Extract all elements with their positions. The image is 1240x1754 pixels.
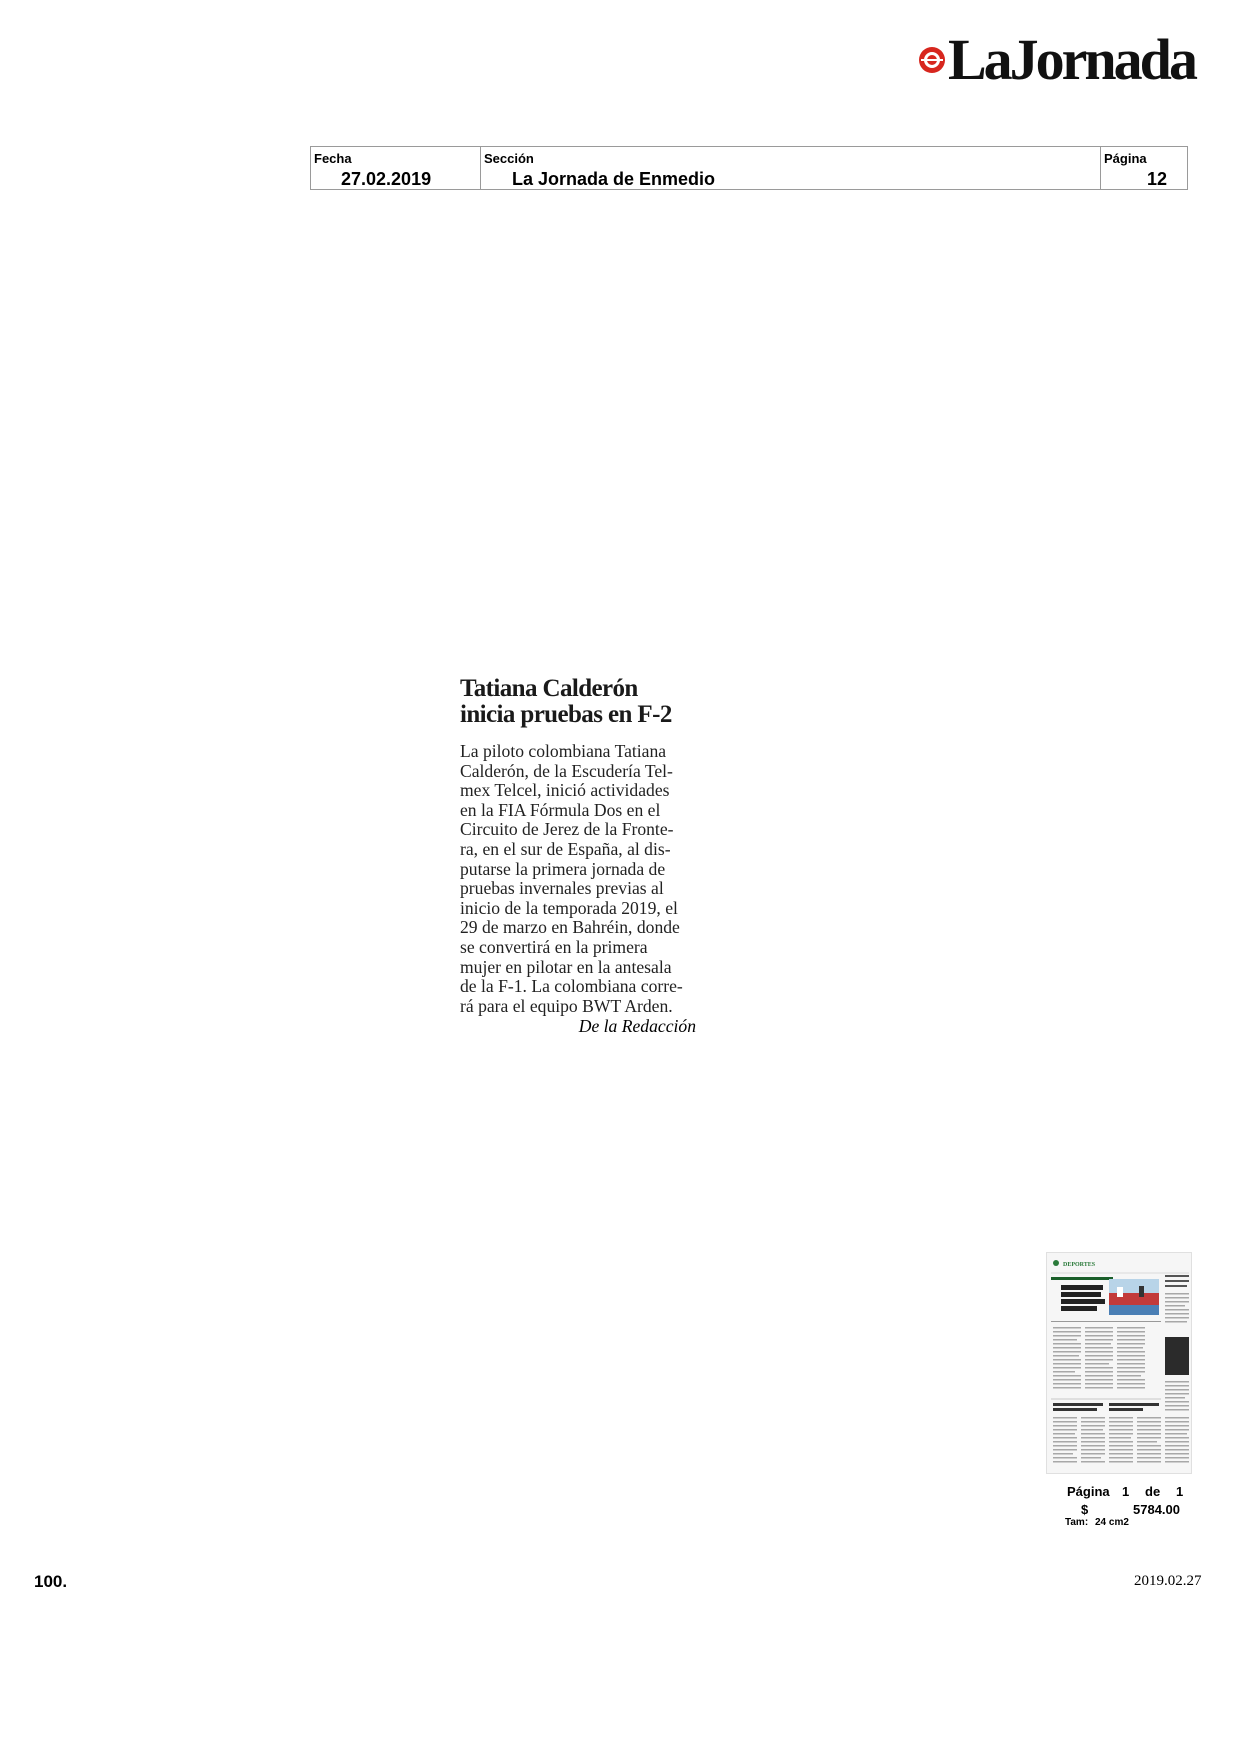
body-line: Calderón, de la Escudería Tel- <box>460 760 673 781</box>
body-line: 29 de marzo en Bahréin, donde <box>460 917 680 938</box>
footer-left-number: 100. <box>34 1572 68 1591</box>
seccion-cell <box>481 147 1101 189</box>
pagina-cell <box>1101 147 1187 189</box>
page-info-tam-label: Tam: <box>1065 1517 1089 1528</box>
body-line: mex Telcel, inició actividades <box>460 780 670 801</box>
thumb-section: DEPORTES <box>1063 1262 1096 1268</box>
fecha-label: Fecha <box>314 151 352 166</box>
article-byline: De la Redacción <box>578 1016 696 1037</box>
pagina-label: Página <box>1104 151 1147 166</box>
body-line: se convertirá en la primera <box>460 936 648 957</box>
body-line: La piloto colombiana Tatiana <box>460 741 667 761</box>
fecha-value: 27.02.2019 <box>341 169 432 189</box>
metadata-table <box>310 146 1188 190</box>
page-thumbnail[interactable] <box>1046 1252 1192 1474</box>
newspaper-emblem-icon <box>918 46 946 74</box>
body-line: mujer en pilotar en la antesala <box>460 956 672 977</box>
page-info-tam-value: 24 cm2 <box>1095 1517 1129 1528</box>
page-info-amount: 5784.00 <box>1133 1502 1180 1517</box>
article-headline <box>460 676 700 728</box>
body-line: putarse la primera jornada de <box>460 858 666 879</box>
body-line: pruebas invernales previas al <box>460 878 664 899</box>
article-body <box>460 742 700 1036</box>
body-line: de la F-1. La colombiana corre- <box>460 976 683 997</box>
body-line: rá para el equipo BWT Arden. <box>460 995 673 1016</box>
seccion-value: La Jornada de Enmedio <box>512 169 716 189</box>
page-info-label: Página <box>1067 1484 1110 1499</box>
body-line: Circuito de Jerez de la Fronte- <box>460 819 674 840</box>
logo-text: LaJornada <box>948 27 1195 92</box>
page-info-total: 1 <box>1176 1484 1184 1499</box>
fecha-cell <box>311 147 481 189</box>
headline-line: inicia pruebas en F-2 <box>460 701 672 728</box>
headline-line: Tatiana Calderón <box>460 675 638 702</box>
page-thumbnail-graphic <box>1047 1253 1192 1474</box>
newspaper-logo <box>918 28 1224 92</box>
page-info-currency: $ <box>1081 1502 1089 1517</box>
footer-date: 2019.02.27 <box>1134 1573 1202 1589</box>
body-line: en la FIA Fórmula Dos en el <box>460 799 661 820</box>
article-clipping <box>460 676 700 1036</box>
pagina-value: 12 <box>1147 169 1168 189</box>
page-info-de: de <box>1145 1484 1161 1499</box>
body-line: inicio de la temporada 2019, el <box>460 897 678 918</box>
body-line: ra, en el sur de España, al dis- <box>460 838 671 859</box>
seccion-label: Sección <box>484 151 534 166</box>
page-info-num: 1 <box>1122 1484 1130 1499</box>
